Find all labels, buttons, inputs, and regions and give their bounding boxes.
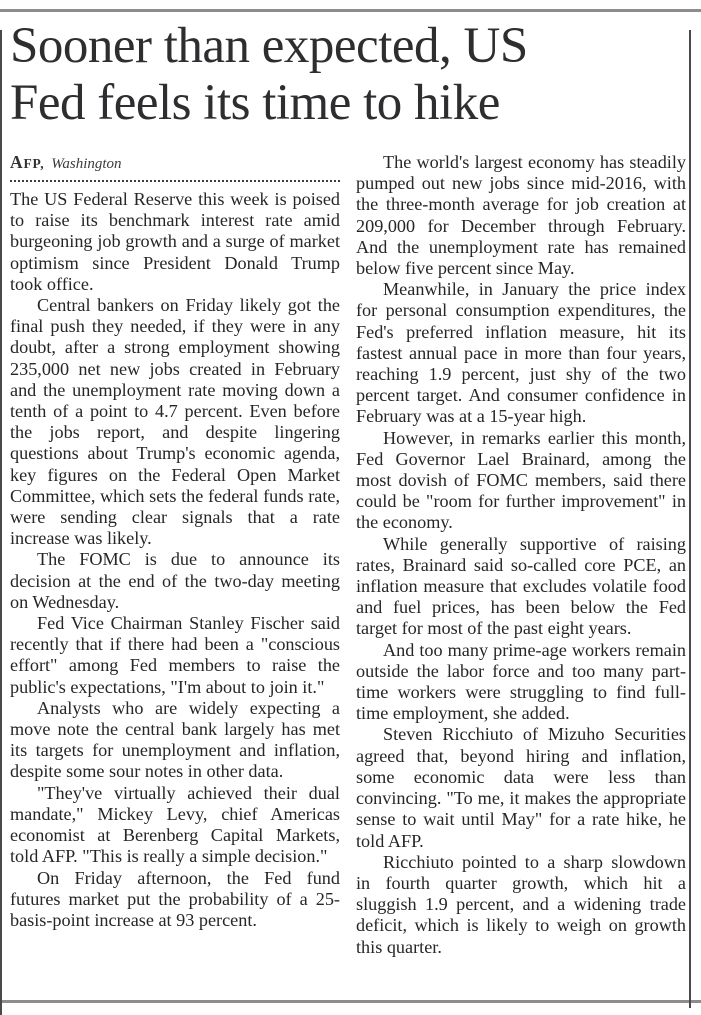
article-paragraph: Fed Vice Chairman Stanley Fischer said recently that if there had been a "conscious effort" among Fed members to raise the public's expectations, "I'm about to join it." bbox=[10, 613, 340, 697]
article-paragraph: Analysts who are widely expecting a move note the central bank largely has met its targets for unemployment and inflation, despite some sour notes in other data. bbox=[10, 697, 340, 782]
column-left bbox=[10, 152, 340, 958]
article-paragraph: However, in remarks earlier this month, Fed Governor Lael Brainard, among the most dovish of FOMC members, said there could be "room for further improvement" in the economy. bbox=[356, 427, 686, 533]
article-paragraph: Meanwhile, in January the price index for personal consumption expenditures, the Fed's preferred inflation measure, hit its fastest annual pace in more than four years, reaching 1.9 percent, just shy of the two percent target. And consumer confidence in February was at a 15-year high. bbox=[356, 279, 686, 427]
article-body bbox=[10, 152, 686, 958]
top-rule bbox=[0, 9, 701, 12]
article-paragraph: Steven Ricchiuto of Mizuho Securities agreed that, beyond hiring and inflation, some economic data were less than convincing. "To me, it makes the appropriate sense to wait until May" for a rate hike, he told AFP. bbox=[356, 724, 686, 851]
article-paragraph: Ricchiuto pointed to a sharp slowdown in fourth quarter growth, which hit a sluggish 1.9 percent, and a widening trade deficit, which is likely to weigh on growth this quarter. bbox=[356, 851, 686, 957]
right-rule bbox=[689, 30, 691, 1008]
article-paragraph: The FOMC is due to announce its decision at the end of the two-day meeting on Wednesday. bbox=[10, 549, 340, 612]
byline bbox=[10, 152, 340, 174]
column-right bbox=[356, 152, 686, 958]
page-title bbox=[10, 18, 688, 132]
left-rule bbox=[0, 30, 2, 1015]
article-paragraph: While generally supportive of raising rates, Brainard said so-called core PCE, an inflation measure that excludes volatile food and fuel prices, has been below the Fed target for most of the past eight years. bbox=[356, 533, 686, 639]
article-paragraph: On Friday afternoon, the Fed fund futures market put the probability of a 25-basis-point increase at 93 percent. bbox=[10, 867, 340, 930]
headline-line-1: Sooner than expected, US bbox=[10, 18, 528, 74]
article-paragraph: The world's largest economy has steadily pumped out new jobs since mid-2016, with the three-month average for job creation at 209,000 for December through February. And the unemployment rate has remained below five percent since May. bbox=[356, 152, 686, 279]
article-paragraph: Central bankers on Friday likely got the final push they needed, if they were in any doubt, after a strong employment showing 235,000 net new jobs created in February and the unemployment rate moving down a tenth of a point to 4.7 percent. Even before the jobs report, and despite lingering questions about Trump's economic agenda, key figures on the Federal Open Market Committee, which sets the federal funds rate, were sending clear signals that a rate increase was likely. bbox=[10, 295, 340, 549]
article-paragraph: "They've virtually achieved their dual mandate," Mickey Levy, chief Americas economist at Berenberg Capital Markets, told AFP. "This is really a simple decision." bbox=[10, 782, 340, 867]
bottom-rule bbox=[0, 1000, 701, 1003]
byline-location: Washington bbox=[51, 156, 122, 172]
byline-agency: AFP, bbox=[10, 152, 45, 172]
byline-separator bbox=[10, 174, 340, 182]
article-paragraph: And too many prime-age workers remain outside the labor force and too many part-time workers were struggling to find full-time employment, she added. bbox=[356, 639, 686, 724]
headline-line-2: Fed feels its time to hike bbox=[10, 75, 500, 131]
article-paragraph: The US Federal Reserve this week is poised to raise its benchmark interest rate amid burgeoning job growth and a surge of market optimism since President Donald Trump took office. bbox=[10, 189, 340, 294]
